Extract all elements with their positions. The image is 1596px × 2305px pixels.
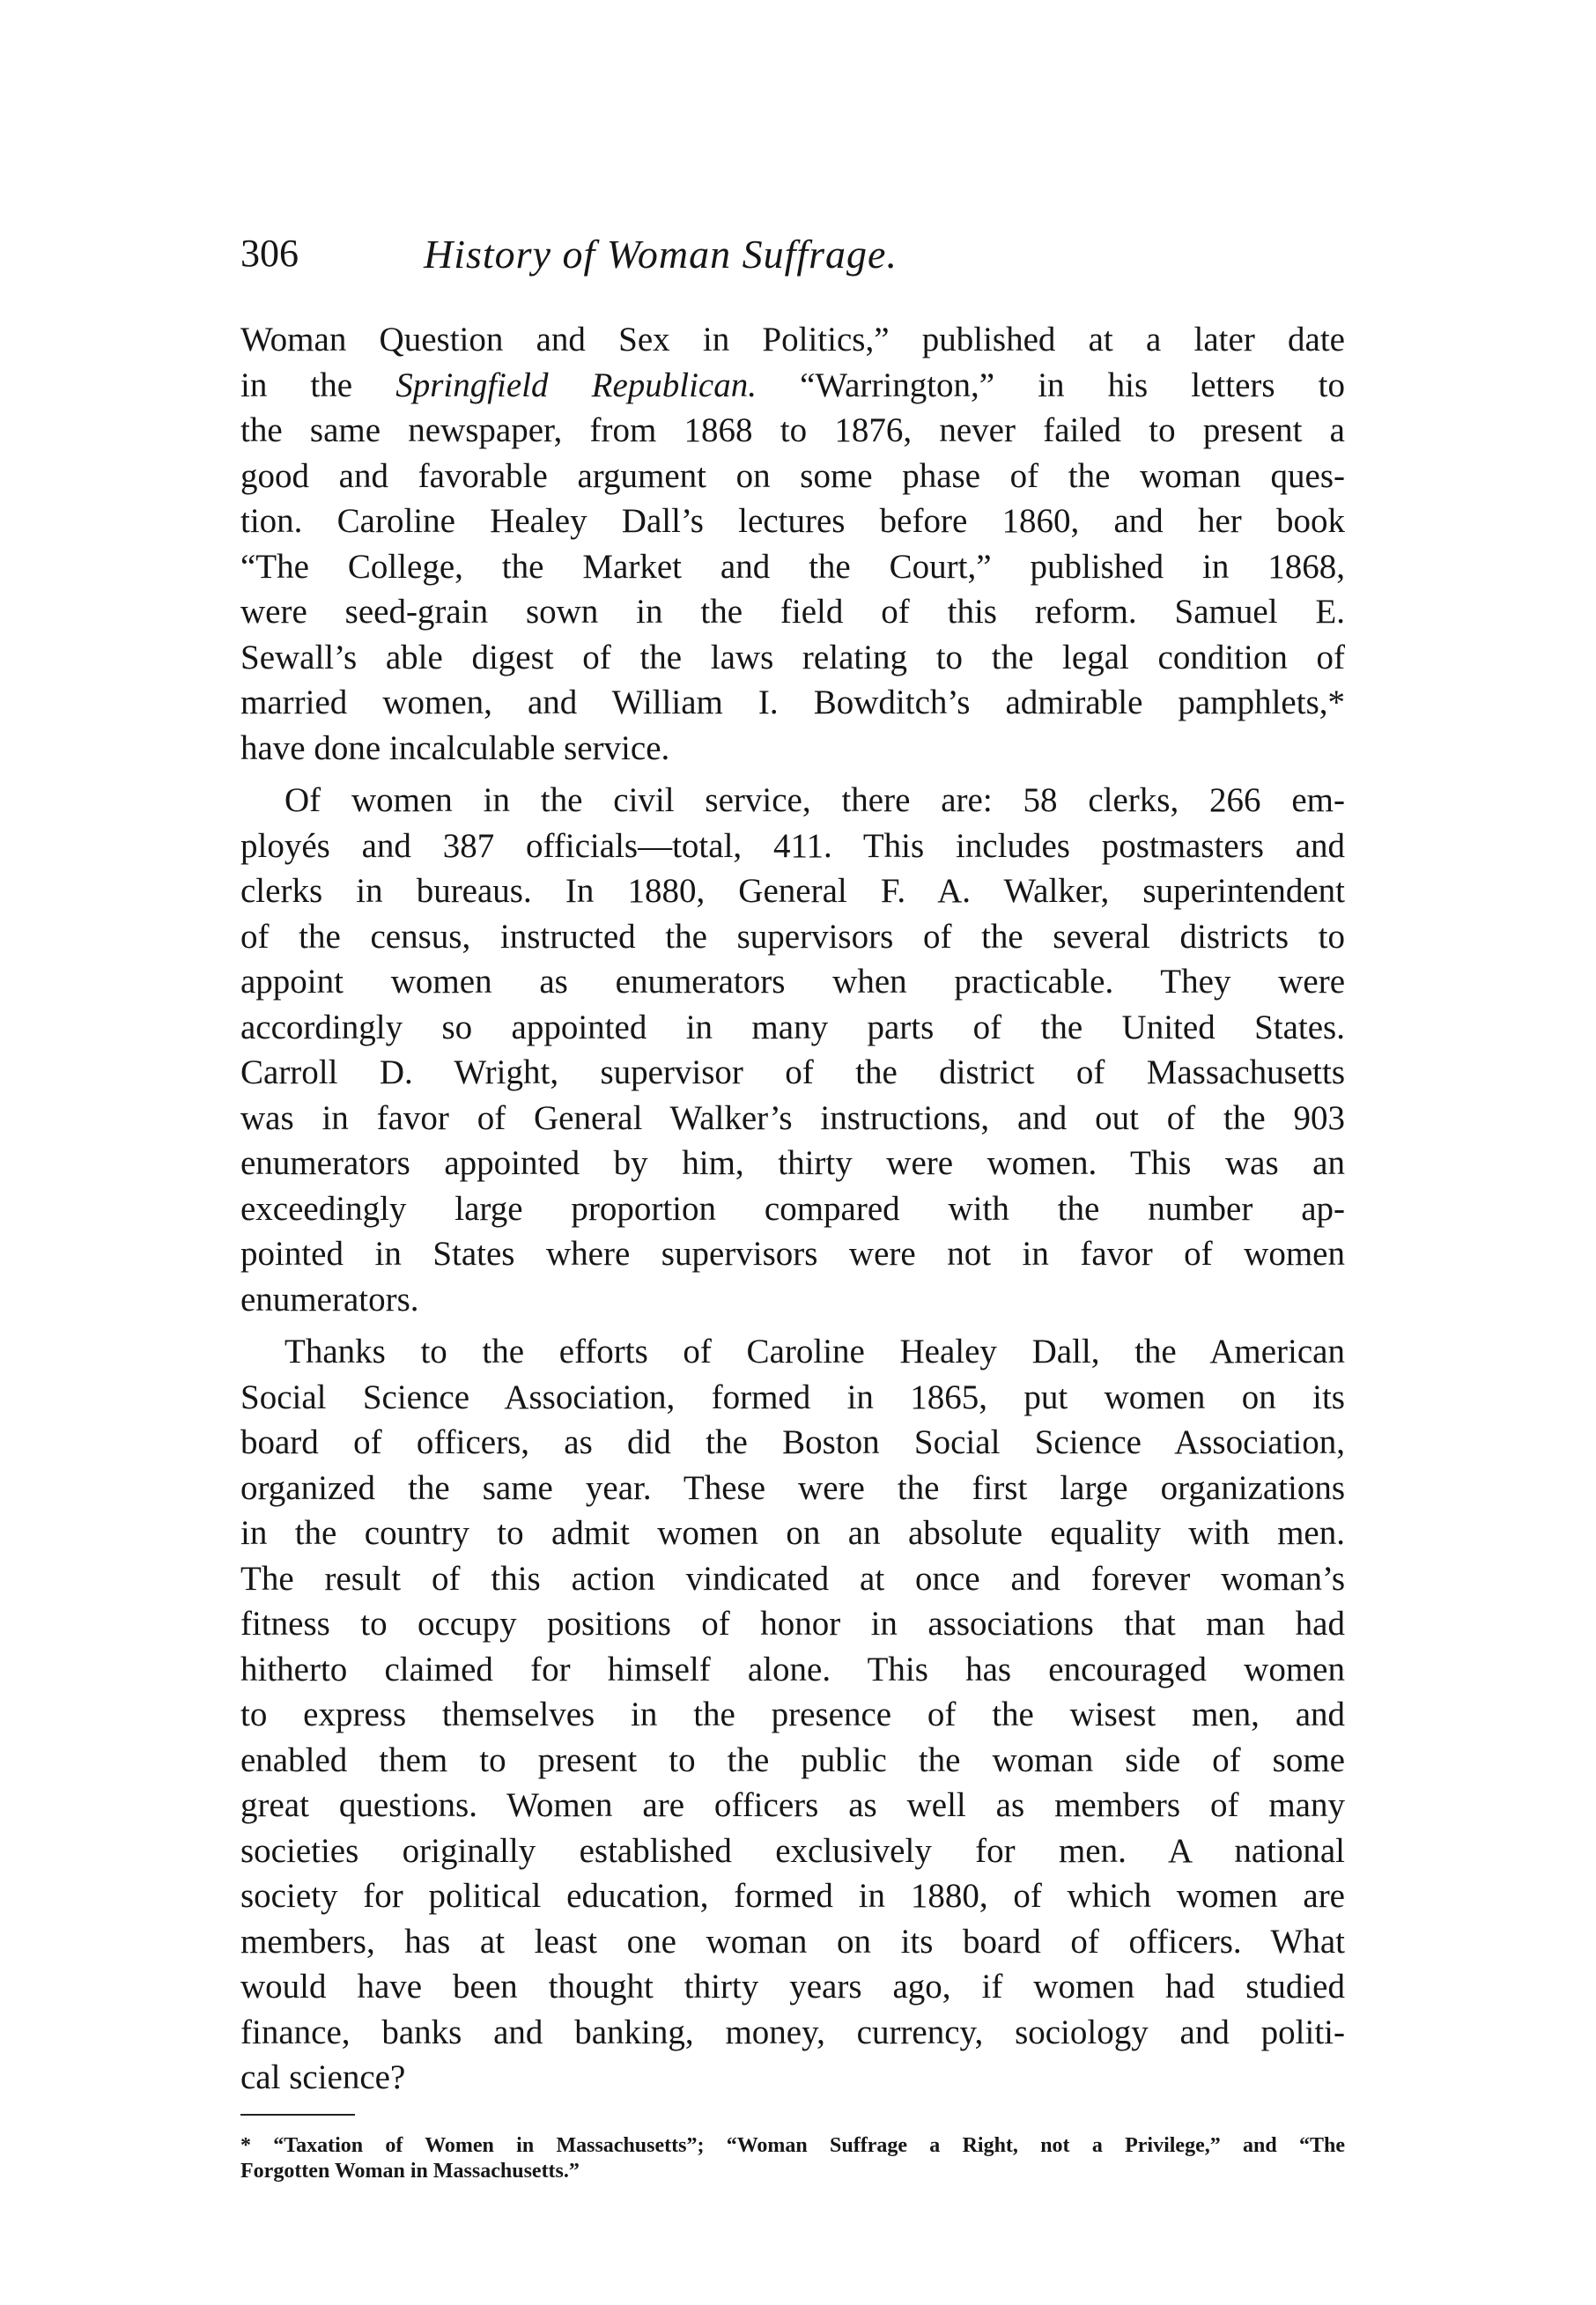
text-line: board of officers, as did the Boston Social Science Association,	[240, 1423, 1345, 1461]
text-line: appoint women as enumerators when practicable. They were	[240, 963, 1345, 1001]
text-line: great questions. Women are officers as well as members of many	[240, 1786, 1345, 1824]
text-line: fitness to occupy positions of honor in associations that man had	[240, 1605, 1345, 1643]
text-line: clerks in bureaus. In 1880, General F. A. Walker, superintendent	[240, 872, 1345, 910]
text-line: good and favorable argument on some phase of the woman ques-	[240, 456, 1345, 495]
text-line: Of women in the civil service, there are: 58 clerks, 266 em-	[284, 781, 1345, 819]
text-line: finance, banks and banking, money, currency, sociology and politi-	[240, 2013, 1345, 2051]
text-line: enabled them to present to the public the woman side of some	[240, 1740, 1345, 1779]
footnote-line: Forgotten Woman in Massachusetts.”	[240, 2160, 580, 2183]
footnote-rule	[240, 2114, 355, 2116]
text-line: would have been thought thirty years ago, if women had studied	[240, 1968, 1345, 2006]
text-line: hitherto claimed for himself alone. This has encouraged women	[240, 1650, 1345, 1688]
paragraph	[240, 317, 1345, 771]
text-line: accordingly so appointed in many parts of the United States.	[240, 1008, 1345, 1046]
running-header	[240, 231, 1345, 292]
footnote	[240, 2133, 1345, 2184]
text-line: Thanks to the efforts of Caroline Healey Dall, the American	[284, 1333, 1345, 1370]
text-line: The result of this action vindicated at once and forever woman’s	[240, 1559, 1345, 1598]
running-title: History of Woman Suffrage.	[424, 232, 898, 277]
paragraph	[240, 778, 1345, 1322]
text-segment: in the	[240, 366, 396, 404]
text-line: the same newspaper, from 1868 to 1876, never failed to present a	[240, 411, 1345, 449]
text-line: organized the same year. These were the first large organizations	[240, 1468, 1345, 1507]
text-line: ployés and 387 officials—total, 411. This includes postmasters and	[240, 826, 1345, 865]
text-line: Sewall’s able digest of the laws relating to the legal condition of	[240, 638, 1345, 676]
text-line: in the country to admit women on an absolute equality with men.	[240, 1514, 1345, 1552]
text-line: society for political education, formed in 1880, of which women are	[240, 1877, 1345, 1915]
text-line: have done incalculable service.	[240, 728, 670, 767]
page-number: 306	[240, 232, 299, 275]
text-line: cal science?	[240, 2058, 406, 2096]
text-line: enumerators appointed by him, thirty were women. This was an	[240, 1144, 1345, 1182]
text-line: enumerators.	[240, 1280, 419, 1319]
text-line: “The College, the Market and the Court,” published in 1868,	[240, 547, 1345, 586]
text-line: were seed-grain sown in the field of this reform. Samuel E.	[240, 593, 1345, 631]
text-line	[240, 363, 1345, 409]
text-line: societies originally established exclusively for men. A national	[240, 1831, 1345, 1870]
text-line: of the census, instructed the supervisors of the several districts to	[240, 917, 1345, 956]
paragraph	[240, 1329, 1345, 2101]
italic-title: Springfield Republican.	[395, 366, 757, 404]
text-line: pointed in States where supervisors were not in favor of women	[240, 1235, 1345, 1273]
footnote-line: * “Taxation of Women in Massachusetts”; “Woman Suffrage a Right, not a Privilege,” and “The	[240, 2134, 1345, 2157]
text-line: Social Science Association, formed in 1865, put women on its	[240, 1378, 1345, 1416]
text-line: was in favor of General Walker’s instructions, and out of the 903	[240, 1098, 1345, 1137]
text-line: Carroll D. Wright, supervisor of the district of Massachusetts	[240, 1053, 1345, 1091]
text-line: tion. Caroline Healey Dall’s lectures before 1860, and her book	[240, 502, 1345, 540]
body-text	[240, 317, 1345, 2101]
text-line: members, has at least one woman on its board of officers. What	[240, 1922, 1345, 1961]
text-line: exceedingly large proportion compared with the number ap-	[240, 1189, 1345, 1228]
text-line: Woman Question and Sex in Politics,” published at a later date	[240, 321, 1345, 358]
text-segment: “Warrington,” in his letters to	[756, 366, 1345, 404]
text-line: married women, and William I. Bowditch’s admirable pamphlets,*	[240, 683, 1345, 721]
text-line: to express themselves in the presence of the wisest men, and	[240, 1696, 1345, 1733]
